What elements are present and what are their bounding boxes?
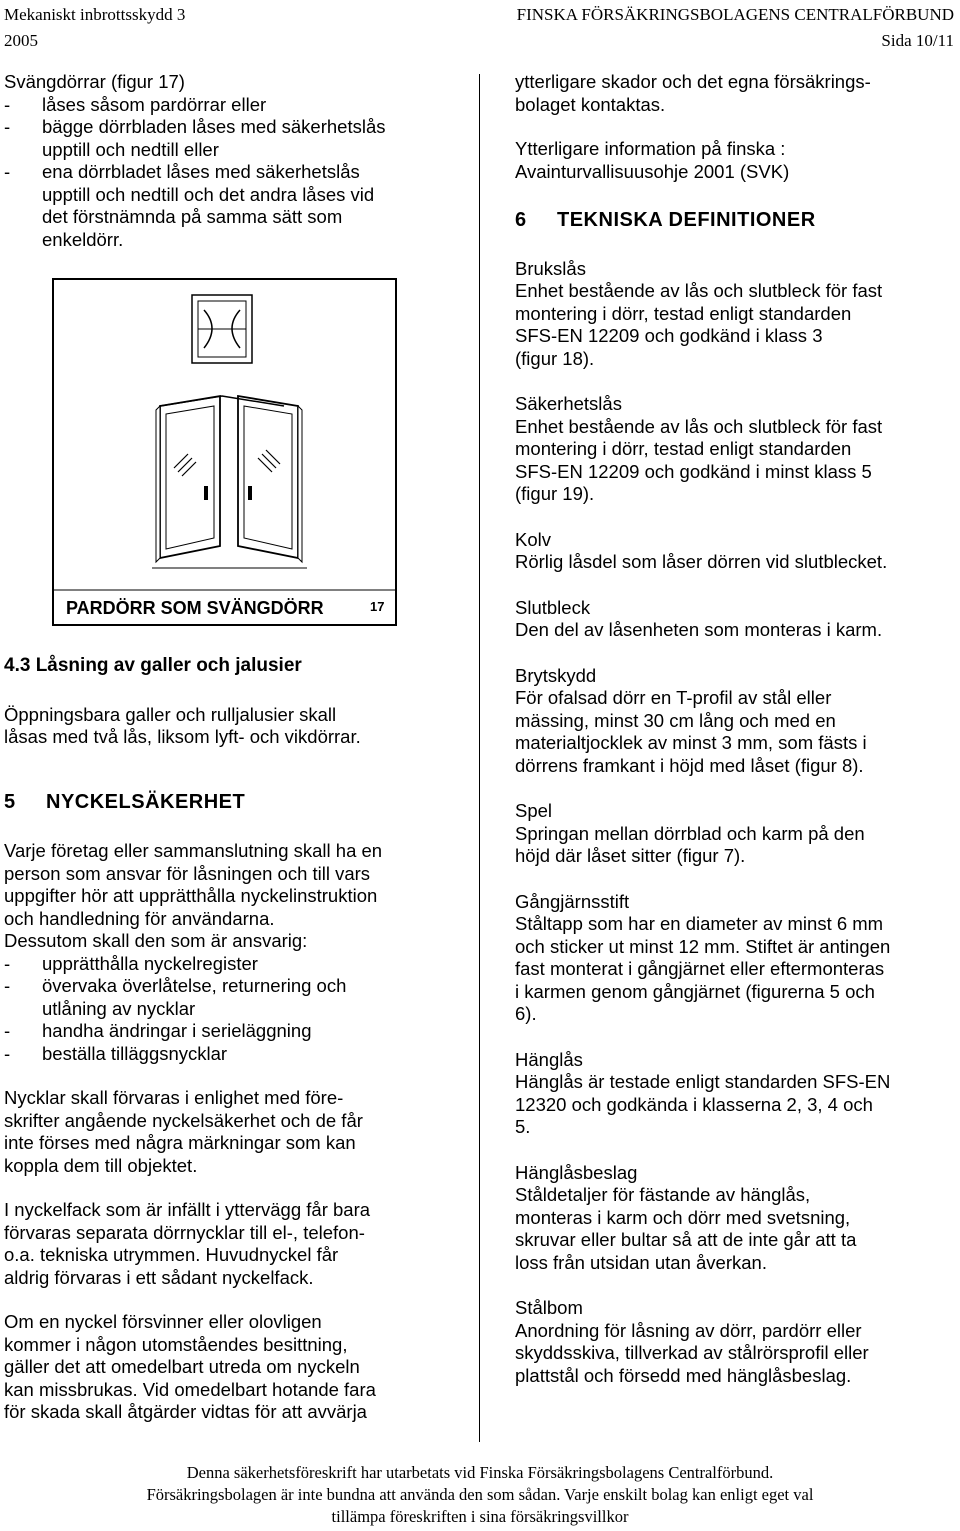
definition-text: i karmen genom gångjärnet (figurerna 5 och [515, 980, 875, 1002]
definition-text: mässing, minst 30 cm lång och med en [515, 709, 836, 731]
list-item: - handha ändringar i serieläggning [4, 1020, 312, 1041]
definition-text: SFS-EN 12209 och godkänd i klass 3 [515, 325, 823, 346]
definition-text: skyddsskiva, tillverkad av stålrörsprofil eller [515, 1342, 869, 1363]
list-item-continuation: upptill och nedtill eller [42, 138, 219, 160]
definition-text: (figur 19). [515, 483, 595, 504]
definition-item [515, 597, 957, 642]
definition-text: och sticker ut minst 12 mm. Stiftet är antingen [515, 935, 891, 957]
left-column [4, 71, 474, 251]
definition-item [515, 800, 957, 868]
definition-text: dörrens framkant i höjd med låset (figur 8). [515, 754, 864, 776]
definition-text: (figur 18). [515, 347, 595, 369]
definition-item [515, 529, 957, 574]
definition-term: Säkerhetslås [515, 393, 622, 414]
definition-term: Brytskydd [515, 664, 597, 686]
definition-item [515, 258, 957, 371]
definition-text: skruvar eller bultar så att de inte går att ta [515, 1229, 857, 1250]
definition-text: Enhet bestående av lås och slutbleck för fast [515, 415, 883, 437]
definition-text: monteras i karm och dörr med svetsning, [515, 1206, 851, 1228]
footer-line: Denna säkerhetsföreskrift har utarbetats vid Finska Försäkringsbolagens Centralförbund. [186, 1463, 774, 1482]
doc-year: 2005 [4, 31, 38, 50]
definition-term: Stålbom [515, 1297, 583, 1318]
double-door-illustration [52, 278, 397, 626]
list-item: - ena dörrbladet låses med säkerhetslås [4, 161, 360, 182]
definition-text: montering i dörr, testad enligt standarden [515, 438, 852, 459]
definition-text: Den del av låsenheten som monteras i karm. [515, 619, 883, 640]
left-column-lower [4, 655, 474, 1424]
definition-term: Gångjärnsstift [515, 890, 630, 912]
definition-term: Slutbleck [515, 596, 591, 618]
list-item: - upprätthålla nyckelregister [4, 952, 258, 974]
definition-text: loss från utsidan utan åverkan. [515, 1251, 767, 1273]
definition-text: 6). [515, 1003, 537, 1024]
definition-text: Anordning för låsning av dörr, pardörr eller [515, 1319, 862, 1341]
definition-text: Ståltapp som har en diameter av minst 6 mm [515, 913, 884, 934]
definition-text: 5. [515, 1116, 531, 1137]
footer-line: Försäkringsbolagen är inte bundna att använda den som sådan. Varje enskilt bolag kan enligt eget val [146, 1485, 814, 1504]
header-right [517, 4, 954, 51]
definition-term: Kolv [515, 528, 551, 550]
section-5-heading: 5 NYCKELSÄKERHET [4, 790, 246, 813]
definition-text: Ståldetaljer för fästande av hänglås, [515, 1184, 811, 1205]
header-left [4, 4, 185, 51]
swing-doors-title: Svängdörrar (figur 17) [4, 71, 185, 92]
definition-text: 12320 och godkända i klasserna 2, 3, 4 och [515, 1093, 873, 1115]
figure-17-double-swing-door [52, 278, 397, 626]
definition-text: plattstål och försedd med hänglåsbeslag. [515, 1364, 852, 1386]
section-6-heading: 6 TEKNISKA DEFINITIONER [515, 209, 816, 231]
definition-text: montering i dörr, testad enligt standarden [515, 302, 852, 324]
responsibilities-list [4, 953, 474, 1066]
doc-title: Mekaniskt inbrottsskydd 3 [4, 5, 186, 24]
definition-term: Spel [515, 800, 553, 821]
definition-item [515, 665, 957, 778]
page-number: Sida 10/11 [881, 31, 954, 50]
definition-item [515, 1162, 957, 1275]
continued-paragraph: ytterligare skador och det egna försäkrings- bolaget kontaktas. [515, 71, 871, 115]
definition-item [515, 891, 957, 1026]
definition-term: Hänglåsbeslag [515, 1161, 638, 1183]
swing-doors-list [4, 94, 474, 252]
definition-item [515, 1297, 957, 1387]
footer [0, 1462, 960, 1528]
definition-item [515, 393, 957, 506]
finnish-info-paragraph: Ytterligare information på finska : Avainturvallisuusohje 2001 (SVK) [515, 138, 790, 182]
figure-number: 17 [370, 599, 385, 614]
section-5-paragraph-1: Varje företag eller sammanslutning skall ha en person som ansvar för låsningen och till vars uppgifter hör att upprätthålla nyckelinstruktion och handledning för användarna. Dessutom skall den som är ansvarig: [4, 840, 383, 951]
list-item-continuation: utlåning av nycklar [42, 997, 196, 1019]
definition-text: Hänglås är testade enligt standarden SFS-EN [515, 1071, 891, 1092]
definition-text: materialtjocklek av minst 3 mm, som fästs i [515, 732, 867, 753]
column-divider [479, 74, 480, 1442]
list-item-continuation: upptill och nedtill och det andra låses vid [42, 183, 375, 205]
definition-text: Rörlig låsdel som låser dörren vid slutblecket. [515, 551, 888, 572]
list-item-continuation: enkeldörr. [42, 228, 124, 250]
definition-text: För ofalsad dörr en T-profil av stål eller [515, 687, 832, 708]
definitions-list [515, 258, 957, 1388]
definition-text: Springan mellan dörrblad och karm på den [515, 822, 865, 844]
list-item: - bägge dörrbladen låses med säkerhetslås [4, 116, 386, 137]
section-5-paragraph-2: Nycklar skall förvaras i enlighet med före- skrifter angående nyckelsäkerhet och de får inte förses med några märkningar som kan koppla dem till objektet. [4, 1087, 363, 1176]
list-item: - låses såsom pardörrar eller [4, 93, 267, 115]
section-4-3-heading: 4.3 Låsning av galler och jalusier [4, 655, 302, 676]
section-5-paragraph-4: Om en nyckel försvinner eller olovligen kommer i någon utomståendes besittning, gäller det att omedelbart utreda om nyckeln kan missbrukas. Vid omedelbart hotande fara för skada skall åtgärder vidtas för att avvärja [4, 1311, 376, 1422]
definition-term: Hänglås [515, 1048, 583, 1070]
definition-item [515, 1049, 957, 1139]
right-column [515, 71, 957, 1387]
section-4-3-text: Öppningsbara galler och rulljalusier skall låsas med två lås, liksom lyft- och vikdörrar. [4, 703, 361, 747]
figure-caption: PARDÖRR SOM SVÄNGDÖRR [66, 598, 324, 618]
footer-line: tillämpa föreskriften i sina försäkringsvillkor [331, 1507, 629, 1526]
organization-name: FINSKA FÖRSÄKRINGSBOLAGENS CENTRALFÖRBUND [516, 5, 954, 24]
definition-text: Enhet bestående av lås och slutbleck för fast [515, 280, 883, 301]
definition-text: SFS-EN 12209 och godkänd i minst klass 5 [515, 460, 872, 482]
definition-term: Brukslås [515, 257, 586, 279]
section-5-paragraph-3: I nyckelfack som är infällt i yttervägg får bara förvaras separata dörrnycklar till el-, telefon- o.a. tekniska utrymmen. Huvudnyckel får aldrig förvaras i ett sådant nyckelfack. [4, 1199, 371, 1288]
list-item: - övervaka överlåtelse, returnering och [4, 975, 347, 996]
definition-text: fast monterat i gångjärnet eller eftermonteras [515, 958, 885, 979]
list-item: - beställa tilläggsnycklar [4, 1042, 228, 1064]
definition-text: höjd där låset sitter (figur 7). [515, 845, 746, 866]
list-item-continuation: det förstnämnda på samma sätt som [42, 206, 343, 227]
